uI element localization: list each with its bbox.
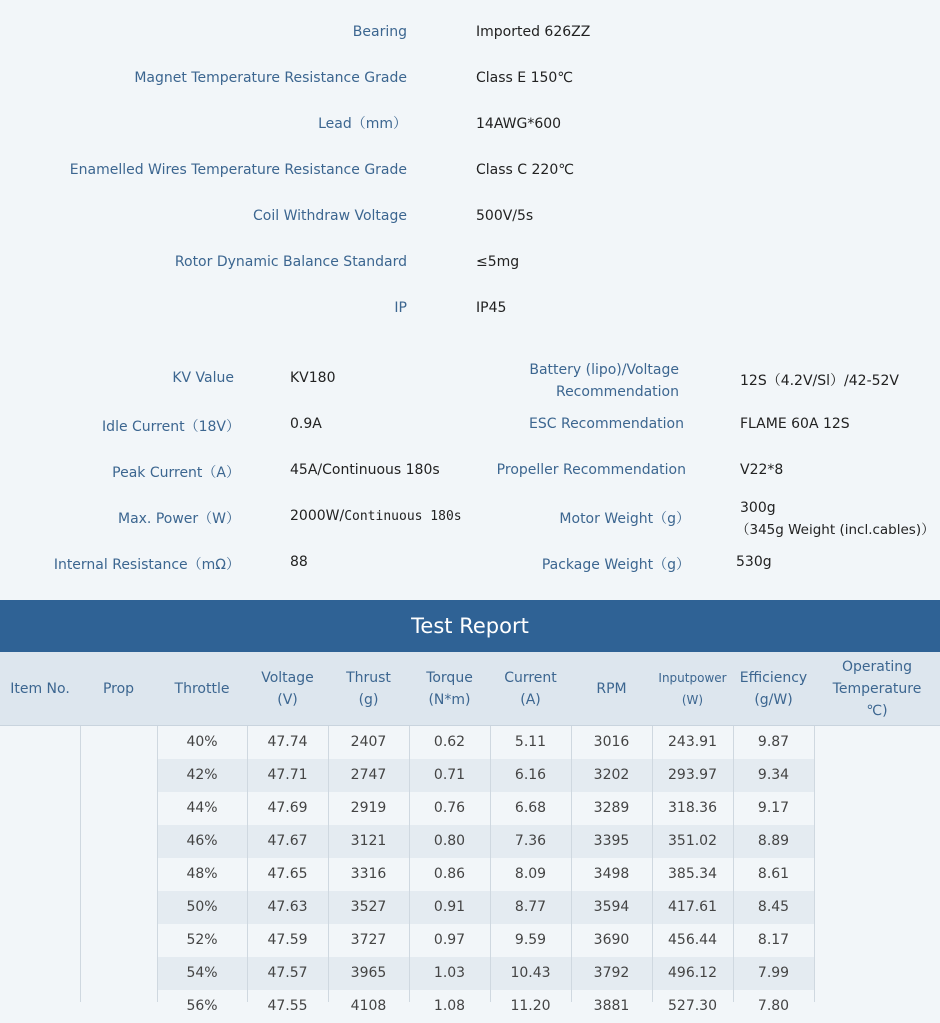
header-prop: Prop [102,680,135,697]
cell-efficiency: 7.80 [757,998,790,1014]
cell-torque: 0.80 [433,833,466,849]
spec-label: Magnet Temperature Resistance Grade [134,70,407,86]
cell-thrust: 3965 [350,965,387,981]
cell-thrust: 2407 [350,734,387,750]
cell-current: 5.11 [514,734,547,750]
cell-thrust: 3727 [350,932,387,948]
param-label-esc: ESC Recommendation [529,416,684,432]
header-input-power: Inputpower (W) [658,670,727,707]
param-value-propeller: V22*8 [740,462,784,478]
header-efficiency: Efficiency (g/W) [739,669,808,708]
cell-throttle: 52% [186,932,218,948]
column-divider [814,726,815,1002]
param-value-peak-current: 45A/Continuous 180s [290,462,440,478]
cell-efficiency: 9.34 [757,767,790,783]
header-voltage: Voltage (V) [261,669,314,708]
cell-thrust: 3121 [350,833,387,849]
cell-voltage: 47.63 [267,899,308,915]
cell-torque: 1.08 [433,998,466,1014]
cell-current: 7.36 [514,833,547,849]
cell-throttle: 40% [186,734,218,750]
cell-input-power: 496.12 [668,965,717,981]
column-divider [733,726,734,1002]
spec-label: IP [394,300,407,316]
motor-weight-line2: （345g Weight (incl.cables)） [736,522,935,538]
param-label-peak-current: Peak Current（A） [112,465,240,481]
spec-label: Coil Withdraw Voltage [253,208,407,224]
cell-input-power: 293.97 [668,767,717,783]
cell-torque: 0.62 [433,734,466,750]
spec-row-wire-temp [0,147,940,193]
cell-input-power: 456.44 [668,932,717,948]
spec-value: ≤5mg [476,254,520,270]
param-value-package-weight: 530g [736,554,772,570]
param-label-package-weight: Package Weight（g） [541,557,690,573]
param-label-kv: KV Value [172,370,234,386]
param-value-kv: KV180 [290,370,336,386]
table-row [0,957,940,990]
column-divider [247,726,248,1002]
cell-rpm: 3594 [593,899,630,915]
cell-thrust: 4108 [350,998,387,1014]
column-divider [409,726,410,1002]
cell-efficiency: 8.45 [757,899,790,915]
cell-efficiency: 9.87 [757,734,790,750]
cell-throttle: 56% [186,998,218,1014]
column-divider [328,726,329,1002]
cell-current: 10.43 [510,965,551,981]
table-row [0,990,940,1023]
cell-rpm: 3690 [593,932,630,948]
max-power-value: 2000W/ [290,508,345,524]
spec-value: IP45 [476,300,507,316]
column-divider [571,726,572,1002]
cell-input-power: 527.30 [668,998,717,1014]
header-item-no: Item No. [10,680,70,697]
header-rpm: RPM [596,680,627,697]
cell-torque: 0.86 [433,866,466,882]
param-value-resistance: 88 [290,554,308,570]
table-row [0,924,940,957]
cell-voltage: 47.59 [267,932,308,948]
spec-label: Bearing [352,24,407,40]
cell-efficiency: 8.61 [757,866,790,882]
column-divider [80,726,81,1002]
spec-row-lead [0,101,940,147]
cell-torque: 0.97 [433,932,466,948]
cell-voltage: 47.65 [267,866,308,882]
cell-rpm: 3395 [593,833,630,849]
cell-efficiency: 9.17 [757,800,790,816]
table-row [0,792,940,825]
cell-efficiency: 7.99 [757,965,790,981]
cell-current: 8.09 [514,866,547,882]
spec-value: 500V/5s [476,208,534,224]
param-label-battery [529,359,679,403]
header-torque: Torque (N*m) [426,669,473,708]
cell-voltage: 47.71 [267,767,308,783]
cell-voltage: 47.57 [267,965,308,981]
cell-voltage: 47.67 [267,833,308,849]
cell-thrust: 3527 [350,899,387,915]
table-row [0,891,940,924]
param-value-motor-weight [736,497,935,541]
column-divider [490,726,491,1002]
motor-weight-line1: 300g [740,500,776,516]
cell-voltage: 47.55 [267,998,308,1014]
cell-torque: 1.03 [433,965,466,981]
cell-efficiency: 8.17 [757,932,790,948]
spec-value: Class E 150℃ [476,70,574,86]
cell-voltage: 47.69 [267,800,308,816]
cell-throttle: 46% [186,833,218,849]
column-divider [652,726,653,1002]
cell-current: 6.16 [514,767,547,783]
cell-input-power: 417.61 [668,899,717,915]
table-row [0,759,940,792]
cell-voltage: 47.74 [267,734,308,750]
cell-throttle: 50% [186,899,218,915]
spec-value: Imported 626ZZ [476,24,591,40]
cell-torque: 0.71 [433,767,466,783]
param-label-motor-weight: Motor Weight（g） [559,511,690,527]
cell-input-power: 385.34 [668,866,717,882]
param-value-idle-current: 0.9A [290,416,322,432]
report-table-body [0,726,940,1014]
param-label-max-power: Max. Power（W） [117,511,240,527]
table-row [0,858,940,891]
cell-current: 6.68 [514,800,547,816]
param-value-battery: 12S（4.2V/Sl）/42-52V [740,373,900,389]
spec-row-magnet-temp [0,55,940,101]
header-current: Current (A) [504,669,557,708]
cell-throttle: 48% [186,866,218,882]
spec-row-withdraw-voltage [0,193,940,239]
cell-throttle: 44% [186,800,218,816]
param-label-propeller: Propeller Recommendation [496,462,686,478]
report-table-header [0,652,940,726]
header-operating-temp: Operating Temperature ℃) [832,658,922,719]
cell-input-power: 351.02 [668,833,717,849]
header-thrust: Thrust (g) [346,669,391,708]
spec-label: Enamelled Wires Temperature Resistance Grade [69,162,407,178]
spec-row-ip [0,285,940,331]
battery-label-line2: Recommendation [555,384,679,400]
cell-thrust: 2919 [350,800,387,816]
cell-rpm: 3289 [593,800,630,816]
spec-value: 14AWG*600 [476,116,562,132]
cell-input-power: 318.36 [668,800,717,816]
cell-thrust: 3316 [350,866,387,882]
battery-label-line1: Battery (lipo)/Voltage [529,362,679,378]
cell-rpm: 3792 [593,965,630,981]
spec-value: Class C 220℃ [476,162,574,178]
table-row [0,726,940,759]
cell-torque: 0.76 [433,800,466,816]
cell-throttle: 42% [186,767,218,783]
cell-torque: 0.91 [433,899,466,915]
param-value-esc: FLAME 60A 12S [740,416,850,432]
cell-current: 8.77 [514,899,547,915]
cell-rpm: 3498 [593,866,630,882]
cell-current: 11.20 [510,998,551,1014]
spec-label: Lead（mm） [318,116,407,132]
cell-input-power: 243.91 [668,734,717,750]
cell-thrust: 2747 [350,767,387,783]
table-row [0,825,940,858]
header-throttle: Throttle [174,680,230,697]
cell-efficiency: 8.89 [757,833,790,849]
spec-row-balance [0,239,940,285]
test-report-title: Test Report [0,600,940,652]
cell-rpm: 3881 [593,998,630,1014]
cell-rpm: 3016 [593,734,630,750]
param-label-resistance: Internal Resistance（mΩ） [53,557,240,573]
param-label-idle-current: Idle Current（18V） [102,419,240,435]
cell-current: 9.59 [514,932,547,948]
max-power-duration: Continuous 180s [344,509,462,524]
cell-rpm: 3202 [593,767,630,783]
spec-row-bearing [0,9,940,55]
spec-label: Rotor Dynamic Balance Standard [174,254,407,270]
param-value-max-power [290,508,462,524]
cell-throttle: 54% [186,965,218,981]
column-divider [157,726,158,1002]
